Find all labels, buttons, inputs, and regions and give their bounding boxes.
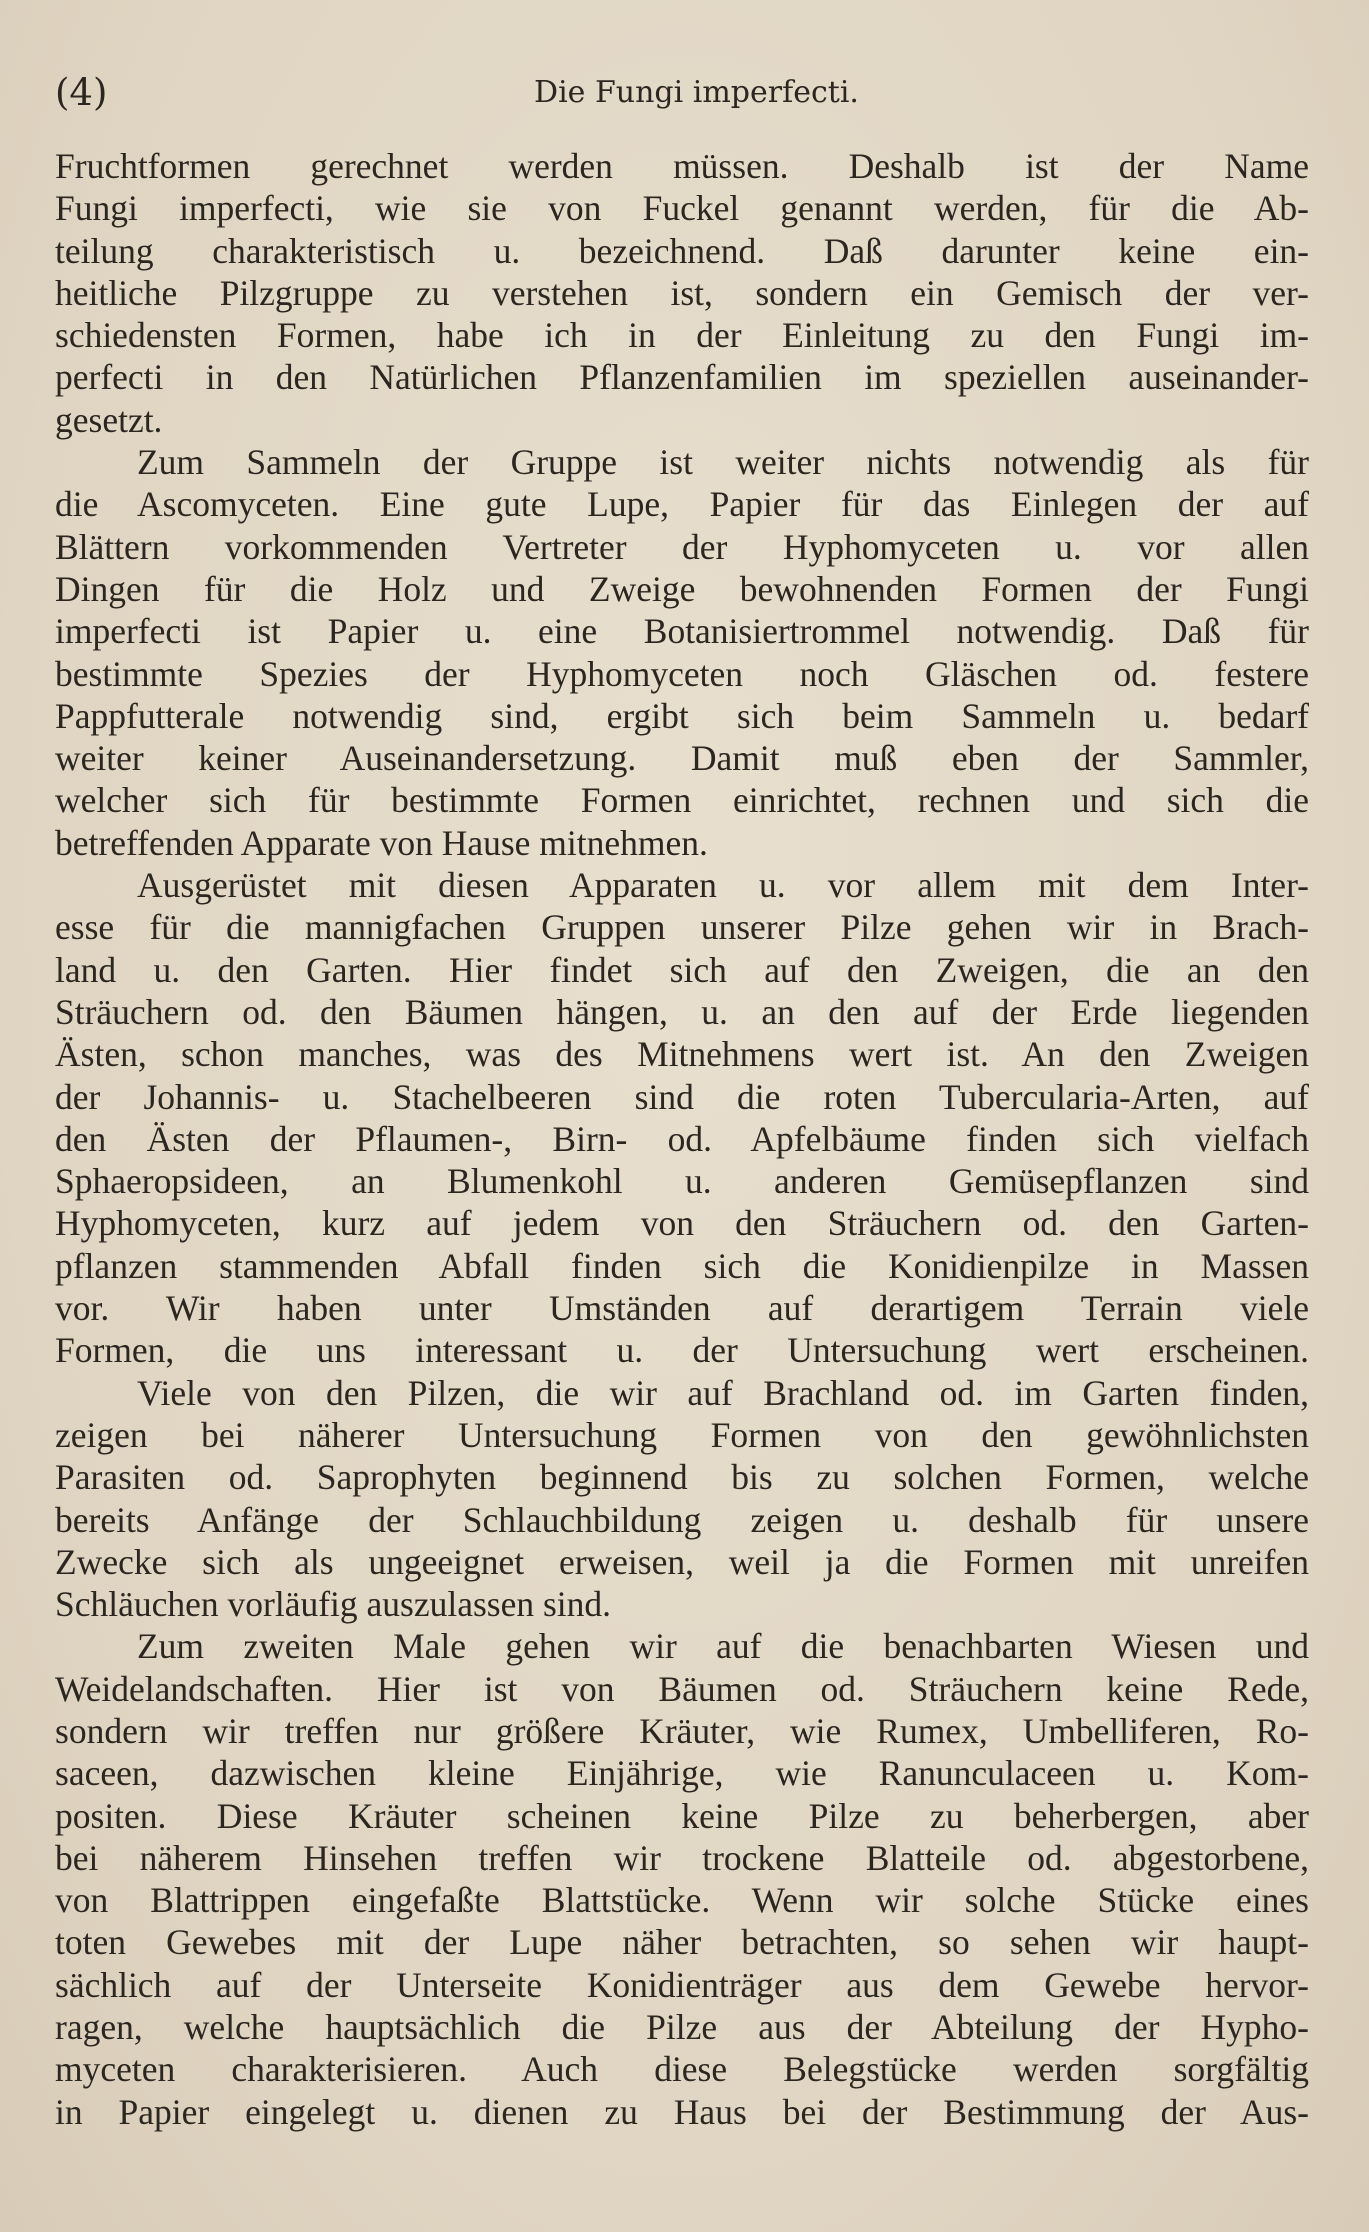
text-line: sächlich auf der Unterseite Konidienträger aus dem Gewebe hervor- (55, 1964, 1309, 2005)
text-line: bestimmte Spezies der Hyphomyceten noch Gläschen od. festere (55, 653, 1309, 694)
text-line: Fungi imperfecti, wie sie von Fuckel genannt werden, für die Ab- (55, 188, 1309, 229)
text-line: Parasiten od. Saprophyten beginnend bis zu solchen Formen, welche (55, 1457, 1309, 1498)
text-line: welcher sich für bestimmte Formen einrichtet, rechnen und sich die (55, 780, 1309, 821)
text-line: perfecti in den Natürlichen Pflanzenfamilien im speziellen auseinander- (55, 357, 1309, 398)
text-line: heitliche Pilzgruppe zu verstehen ist, sondern ein Gemisch der ver- (55, 272, 1309, 313)
text-line: zeigen bei näherer Untersuchung Formen von den gewöhnlichsten (55, 1414, 1309, 1455)
text-line: betreffenden Apparate von Hause mitnehmen. (55, 822, 708, 863)
text-line: schiedensten Formen, habe ich in der Einleitung zu den Fungi im- (55, 315, 1309, 356)
text-line: ragen, welche hauptsächlich die Pilze aus der Abteilung der Hypho- (55, 2007, 1309, 2048)
text-line: Zwecke sich als ungeeignet erweisen, weil ja die Formen mit unreifen (55, 1541, 1309, 1582)
text-line: myceten charakterisieren. Auch diese Belegstücke werden sorgfältig (55, 2049, 1309, 2090)
body-text (55, 145, 1309, 2133)
text-line: der Johannis- u. Stachelbeeren sind die roten Tubercularia-Arten, auf (55, 1076, 1309, 1117)
text-line: esse für die mannigfachen Gruppen unserer Pilze gehen wir in Brach- (55, 907, 1309, 948)
paragraph (55, 864, 1309, 1372)
text-line: teilung charakteristisch u. bezeichnend. Daß darunter keine ein- (55, 230, 1309, 271)
text-line: weiter keiner Auseinandersetzung. Damit muß eben der Sammler, (55, 738, 1309, 779)
text-line: bereits Anfänge der Schlauchbildung zeigen u. deshalb für unsere (55, 1499, 1309, 1540)
text-line: in Papier eingelegt u. dienen zu Haus bei der Bestimmung der Aus- (55, 2091, 1309, 2132)
text-line: die Ascomyceten. Eine gute Lupe, Papier für das Einlegen der auf (55, 484, 1309, 525)
text-line: Schläuchen vorläufig auszulassen sind. (55, 1584, 612, 1625)
text-line: bei näherem Hinsehen treffen wir trockene Blatteile od. abgestorbene, (55, 1837, 1309, 1878)
text-line: Sträuchern od. den Bäumen hängen, u. an den auf der Erde liegenden (55, 991, 1309, 1032)
text-line: Ästen, schon manches, was des Mitnehmens wert ist. An den Zweigen (55, 1034, 1309, 1075)
text-line: imperfecti ist Papier u. eine Botanisiertrommel notwendig. Daß für (55, 611, 1309, 652)
text-line: von Blattrippen eingefaßte Blattstücke. Wenn wir solche Stücke eines (55, 1880, 1309, 1921)
paragraph (55, 1372, 1309, 1626)
text-line: Viele von den Pilzen, die wir auf Brachland od. im Garten finden, (137, 1372, 1309, 1413)
page-number: (4) (55, 71, 108, 114)
text-line: toten Gewebes mit der Lupe näher betrachten, so sehen wir haupt- (55, 1922, 1309, 1963)
text-line: Zum Sammeln der Gruppe ist weiter nichts notwendig als für (137, 442, 1309, 483)
text-line: Pappfutterale notwendig sind, ergibt sich beim Sammeln u. bedarf (55, 695, 1309, 736)
paragraph (55, 1625, 1309, 2133)
page-header (55, 68, 1314, 118)
text-line: Zum zweiten Male gehen wir auf die benachbarten Wiesen und (137, 1626, 1309, 1667)
text-line: land u. den Garten. Hier findet sich auf den Zweigen, die an den (55, 949, 1309, 990)
text-line: den Ästen der Pflaumen-, Birn- od. Apfelbäume finden sich vielfach (55, 1118, 1309, 1159)
text-line: sondern wir treffen nur größere Kräuter, wie Rumex, Umbelliferen, Ro- (55, 1710, 1309, 1751)
text-line: Sphaeropsideen, an Blumenkohl u. anderen Gemüsepflanzen sind (55, 1161, 1309, 1202)
text-line: Dingen für die Holz und Zweige bewohnenden Formen der Fungi (55, 568, 1309, 609)
text-line: gesetzt. (55, 399, 163, 440)
text-line: Weidelandschaften. Hier ist von Bäumen od. Sträuchern keine Rede, (55, 1668, 1309, 1709)
paragraph (55, 441, 1309, 864)
text-line: vor. Wir haben unter Umständen auf derartigem Terrain viele (55, 1288, 1309, 1329)
text-line: pflanzen stammenden Abfall finden sich die Konidienpilze in Massen (55, 1245, 1309, 1286)
text-line: saceen, dazwischen kleine Einjährige, wie Ranunculaceen u. Kom- (55, 1753, 1309, 1794)
paragraph (55, 145, 1309, 441)
text-line: Formen, die uns interessant u. der Untersuchung wert erscheinen. (55, 1330, 1309, 1371)
text-line: Ausgerüstet mit diesen Apparaten u. vor allem mit dem Inter- (137, 865, 1309, 906)
text-line: positen. Diese Kräuter scheinen keine Pilze zu beherbergen, aber (55, 1795, 1309, 1836)
text-line: Fruchtformen gerechnet werden müssen. Deshalb ist der Name (55, 146, 1309, 186)
text-line: Hyphomyceten, kurz auf jedem von den Sträuchern od. den Garten- (55, 1203, 1309, 1244)
running-title: Die Fungi imperfecti. (534, 75, 859, 110)
text-line: Blättern vorkommenden Vertreter der Hyphomyceten u. vor allen (55, 526, 1309, 567)
